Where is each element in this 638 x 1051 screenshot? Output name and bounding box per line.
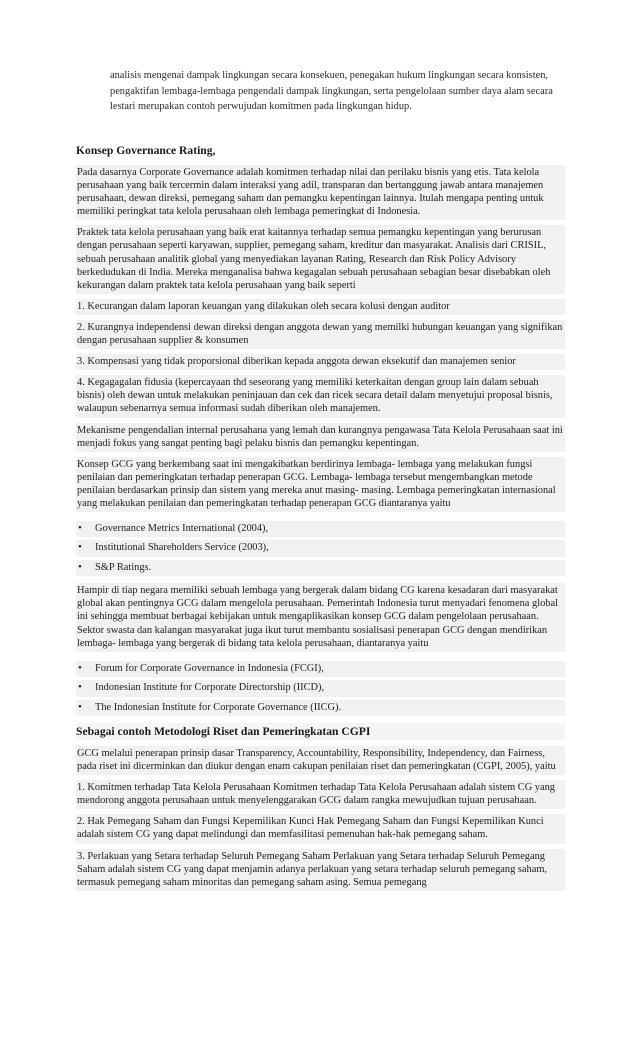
list-item-text: Institutional Shareholders Service (2003), [95,542,269,554]
bullet-icon: • [78,541,82,554]
numbered-paragraph: 3. Perlakuan yang Setara terhadap Seluruh Pemegang Saham Perlakuan yang Setara terhadap Seluruh Pemegang Saham adalah sistem CG yang dapat menjamin adanya perlakuan yang setara terhadap seluruh pemegang saham, termasuk pemegang saham minoritas dan pemegang saham asing. Semua pemegang [76,849,565,891]
document-body [76,142,565,896]
numbered-paragraph: 2. Hak Pemegang Saham dan Fungsi Kepemilikan Kunci Hak Pemegang Saham dan Fungsi Kepemilikan Kunci adalah sistem CG yang dapat melindungi dan memfasilitasi pemenuhan hak-hak pemegang saham. [76,814,565,843]
indonesian-institutions-list [76,661,565,716]
list-item [76,521,565,537]
numbered-paragraph: 4. Kegagagalan fidusia (kepercayaan thd seseorang yang memiliki keterkaitan dengan group lain dalam sebuah bisnis) oleh dewan untuk melakukan peninjauan dan cek dan ricek secara detail dalam menyetujui proposal bisnis, walaupun sebenarnya semua informasi sudah diberikan oleh manajemen. [76,375,565,417]
paragraph: Praktek tata kelola perusahaan yang baik erat kaitannya terhadap semua pemangku kepentingan yang berurusan dengan perusahaan seperti karyawan, supplier, pemegang saham, kreditur dan masyarakat. Analisis dari CRISIL, sebuah perusahaan analitik global yang menyediakan layanan Rating, Research dan Risk Policy Advisory berkedudukan di India. Mereka menganalisa bahwa kegagalan sebuah perusahaan sebagian besar disebabkan oleh kekurangan dalam praktek tata kelola perusahaan yang baik seperti [76,225,565,293]
paragraph: Konsep GCG yang berkembang saat ini mengakibatkan berdirinya lembaga- lembaga yang melakukan fungsi penilaian dan pemeringkatan terhadap penerapan GCG. Lembaga- lembaga tersebut mengembangkan metode penilaian berdasarkan prinsip dan sistem yang mereka anut masing- masing. Lembaga pemeringkatan internasional yang melakukan penilaian dan pemeringkatan terhadap penerapan GCG diantaranya yaitu [76,457,565,512]
bullet-icon: • [78,700,82,713]
numbered-paragraph: 1. Komitmen terhadap Tata Kelola Perusahaan Komitmen terhadap Tata Kelola Perusahaan adalah sistem CG yang mendorong anggota perusahaan untuk menyelenggarakan GCG dalam rangka mewujudkan tujuan perusahaan. [76,780,565,809]
list-item-text: Indonesian Institute for Corporate Directorship (IICD), [95,682,325,694]
list-item-text: The Indonesian Institute for Corporate Governance (IICG). [95,701,342,713]
list-item-text: Forum for Corporate Governance in Indonesia (FCGI), [95,662,324,674]
numbered-paragraph: 3. Kompensasi yang tidak proporsional diberikan kepada anggota dewan eksekutif dan manajemen senior [76,354,565,370]
list-item [76,700,565,716]
bullet-icon: • [78,681,82,694]
intro-paragraph: analisis mengenai dampak lingkungan secara konsekuen, penegakan hukum lingkungan secara konsisten, pengaktifan lembaga-lembaga pengendali dampak lingkungan, serta pengelolaan sumber daya alam secara lestari merupakan contoh perwujudan komitmen pada lingkungan hidup. [110,70,553,113]
paragraph: Hampir di tiap negara memiliki sebuah lembaga yang bergerak dalam bidang CG karena kesadaran dari masyarakat global akan pentingnya GCG dalam mengelola perusahaan. Pemerintah Indonesia turut menyadari fenomena global ini sehingga membuat berbagai kebijakan untuk mengaplikasikan konsep GCG dalam pengelolaan perusahaan. Sektor swasta dan kalangan masyarakat juga ikut turut membantu sosialisasi penerapan GCG dengan mendirikan lembaga- lembaga yang bergerak di bidang tata kelola perusahaan, diantaranya yaitu [76,583,565,651]
paragraph: GCG melalui penerapan prinsip dasar Transparency, Accountability, Responsibility, Independency, dan Fairness, pada riset ini dicerminkan dan diukur dengan enam cakupan penilaian riset dan pemeringkatan (CGPI, 2005), yaitu [76,746,565,775]
list-item [76,540,565,556]
bullet-icon: • [78,522,82,535]
list-item-text: S&P Ratings. [95,561,152,573]
rating-agencies-list [76,521,565,576]
list-item [76,560,565,576]
bullet-icon: • [78,661,82,674]
section-heading-governance-rating: Konsep Governance Rating, [76,144,216,157]
section-heading-cgpi-methodology: Sebagai contoh Metodologi Riset dan Pemeringkatan CGPI [76,723,565,740]
list-item [76,680,565,696]
paragraph: Mekanisme pengendalian internal perusahana yang lemah dan kurangnya pengawasa Tata Kelola Perusahaan saat ini menjadi fokus yang sangat penting bagi pelaku bisnis dan pemangku kepentingan. [76,423,565,452]
list-item [76,661,565,677]
paragraph: Pada dasarnya Corporate Governance adalah komitmen terhadap nilai dan perilaku bisnis yang etis. Tata kelola perusahaan yang baik tercermin dalam interaksi yang adil, transparan dan bertanggung jawab antara manajemen perusahaan, dewan direksi, pemegang saham dan pemangku kepentingan lainnya. Itulah mengapa penting untuk memiliki peringkat tata kelola perusahaan oleh lembaga pemeringkat di Indonesia. [76,165,565,220]
list-item-text: Governance Metrics International (2004), [95,523,269,535]
numbered-paragraph: 2. Kurangnya independensi dewan direksi dengan anggota dewan yang memilki hubungan keuangan yang signifikan dengan perusahaan supplier & konsumen [76,320,565,349]
numbered-paragraph: 1. Kecurangan dalam laporan keuangan yang dilakukan oleh secara kolusi dengan auditor [76,299,565,315]
bullet-icon: • [78,560,82,573]
